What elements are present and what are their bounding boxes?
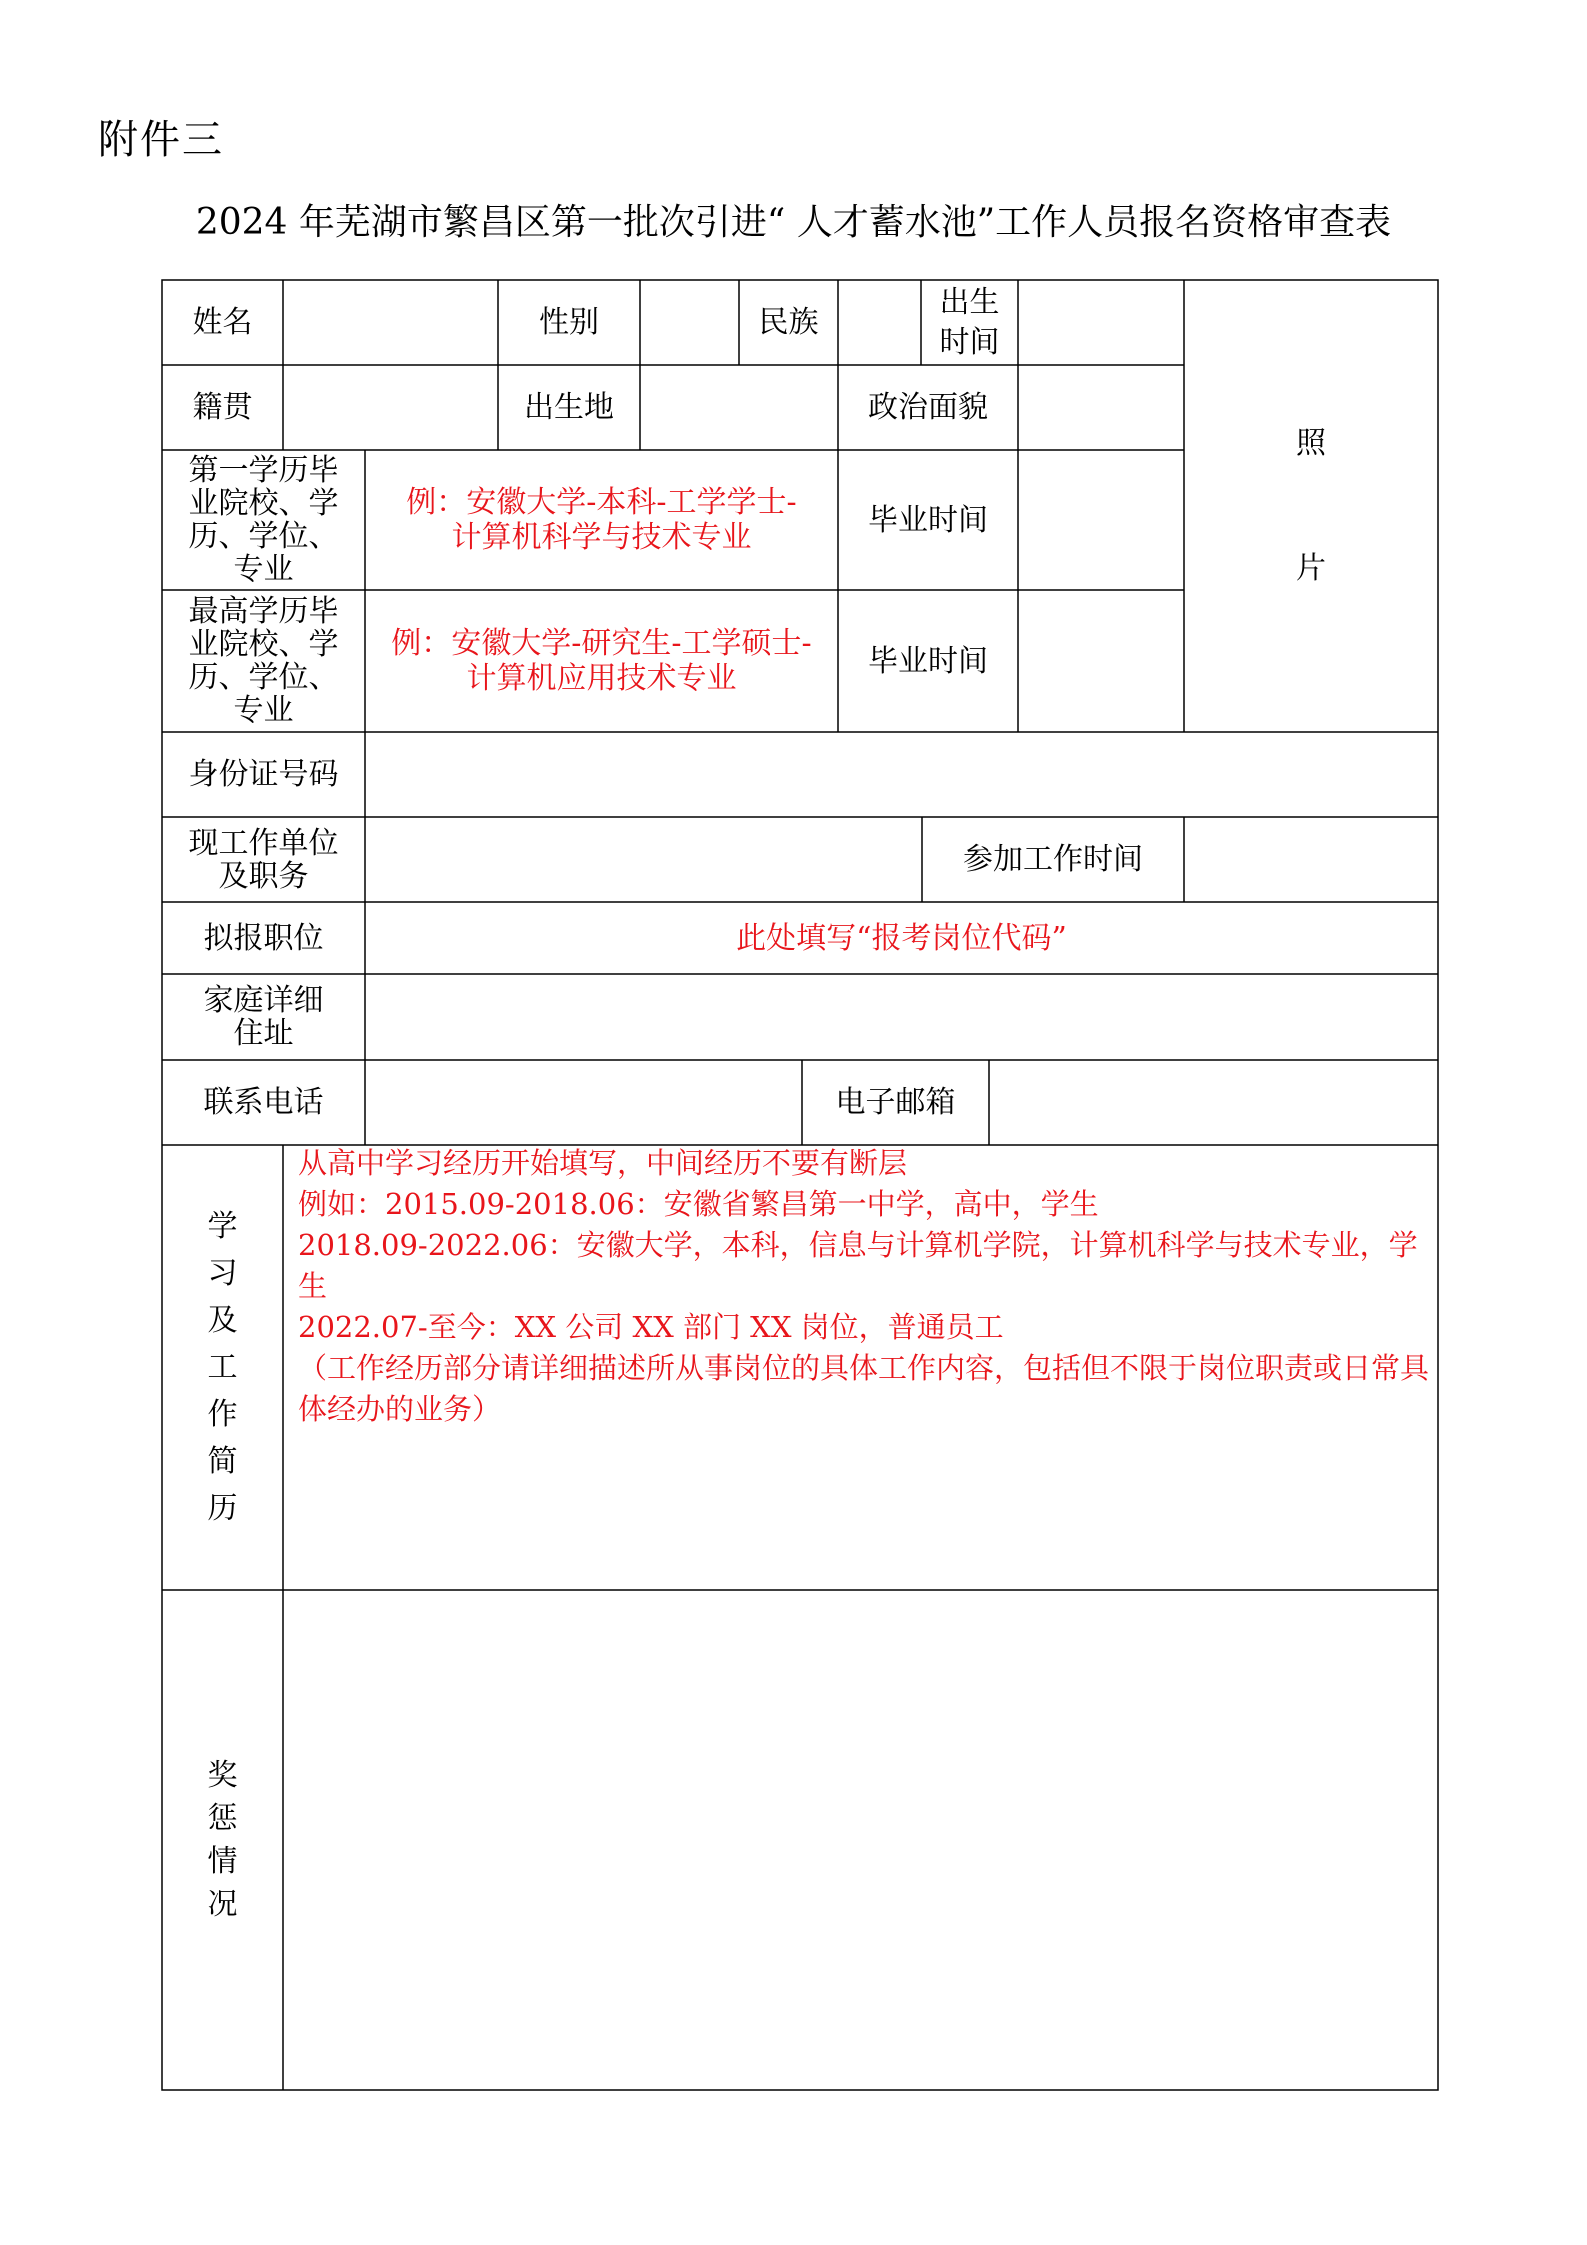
first-graduation-time-label: 毕业时间 bbox=[868, 502, 988, 538]
page-title: 2024 年芜湖市繁昌区第一批次引进“ 人才蓄水池”工作人员报名资格审查表 bbox=[195, 202, 1392, 243]
ethnicity-field[interactable] bbox=[838, 280, 921, 365]
phone-label: 联系电话 bbox=[203, 1085, 324, 1120]
id-number-field[interactable] bbox=[365, 732, 1438, 817]
resume-line: 2018.09-2022.06：安徽大学，本科，信息与计算机学院，计算机科学与技术专业，学生 bbox=[298, 1228, 1418, 1303]
birthplace-field[interactable] bbox=[640, 365, 838, 450]
photo-label-1: 照 bbox=[1296, 426, 1326, 461]
address-label: 家庭详细 住址 bbox=[203, 983, 324, 1051]
position-field[interactable]: 此处填写“报考岗位代码” bbox=[736, 920, 1067, 956]
resume-label: 学 习 及 工 作 简 历 bbox=[207, 1209, 238, 1526]
work-start-label: 参加工作时间 bbox=[963, 842, 1143, 877]
gender-label: 性别 bbox=[539, 305, 599, 340]
highest-degree-example[interactable]: 例：安徽大学-研究生-工学硕士- 计算机应用技术专业 bbox=[391, 626, 812, 696]
gender-field[interactable] bbox=[640, 280, 739, 365]
email-field[interactable] bbox=[989, 1060, 1438, 1145]
resume-field[interactable] bbox=[298, 1143, 1438, 1430]
name-field[interactable] bbox=[283, 280, 498, 365]
email-label: 电子邮箱 bbox=[835, 1085, 956, 1120]
highest-graduation-time-label: 毕业时间 bbox=[868, 643, 988, 679]
ethnicity-label: 民族 bbox=[758, 305, 819, 340]
id-number-label: 身份证号码 bbox=[188, 757, 339, 792]
first-degree-example[interactable]: 例：安徽大学-本科-工学学士- 计算机科学与技术专业 bbox=[406, 485, 797, 555]
photo-label-2: 片 bbox=[1296, 551, 1326, 586]
native-place-field[interactable] bbox=[283, 365, 498, 450]
highest-degree-label: 最高学历毕 业院校、学 历、学位、 专业 bbox=[188, 594, 339, 728]
work-unit-label: 现工作单位 及职务 bbox=[188, 825, 339, 894]
native-place-label: 籍贯 bbox=[192, 390, 253, 425]
first-graduation-time-field[interactable] bbox=[1018, 450, 1184, 590]
resume-line: 例如：2015.09-2018.06：安徽省繁昌第一中学，高中，学生 bbox=[298, 1187, 1099, 1221]
first-degree-label: 第一学历毕 业院校、学 历、学位、 专业 bbox=[188, 453, 339, 587]
awards-field[interactable] bbox=[283, 1590, 1438, 2090]
work-start-field[interactable] bbox=[1184, 817, 1438, 902]
work-unit-field[interactable] bbox=[365, 817, 922, 902]
awards-label: 奖 惩 情 况 bbox=[207, 1758, 238, 1922]
highest-graduation-time-field[interactable] bbox=[1018, 590, 1184, 732]
birth-date-field[interactable] bbox=[1018, 280, 1184, 365]
position-label: 拟报职位 bbox=[203, 920, 324, 956]
birthplace-label: 出生地 bbox=[524, 390, 614, 425]
resume-line: 2022.07-至今：XX 公司 XX 部门 XX 岗位，普通员工 bbox=[298, 1310, 1004, 1344]
resume-line: （工作经历部分请详细描述所从事岗位的具体工作内容，包括但不限于岗位职责或日常具体经办的业务） bbox=[298, 1351, 1430, 1426]
photo-area[interactable] bbox=[1184, 280, 1438, 732]
resume-line: 从高中学习经历开始填写，中间经历不要有断层 bbox=[298, 1146, 908, 1180]
name-label: 姓名 bbox=[192, 305, 253, 340]
birth-date-label: 出生 时间 bbox=[939, 284, 1000, 360]
political-status-field[interactable] bbox=[1018, 365, 1184, 450]
attachment-label: 附件三 bbox=[98, 117, 224, 163]
address-field[interactable] bbox=[365, 974, 1438, 1060]
phone-field[interactable] bbox=[365, 1060, 802, 1145]
political-status-label: 政治面貌 bbox=[868, 390, 988, 425]
